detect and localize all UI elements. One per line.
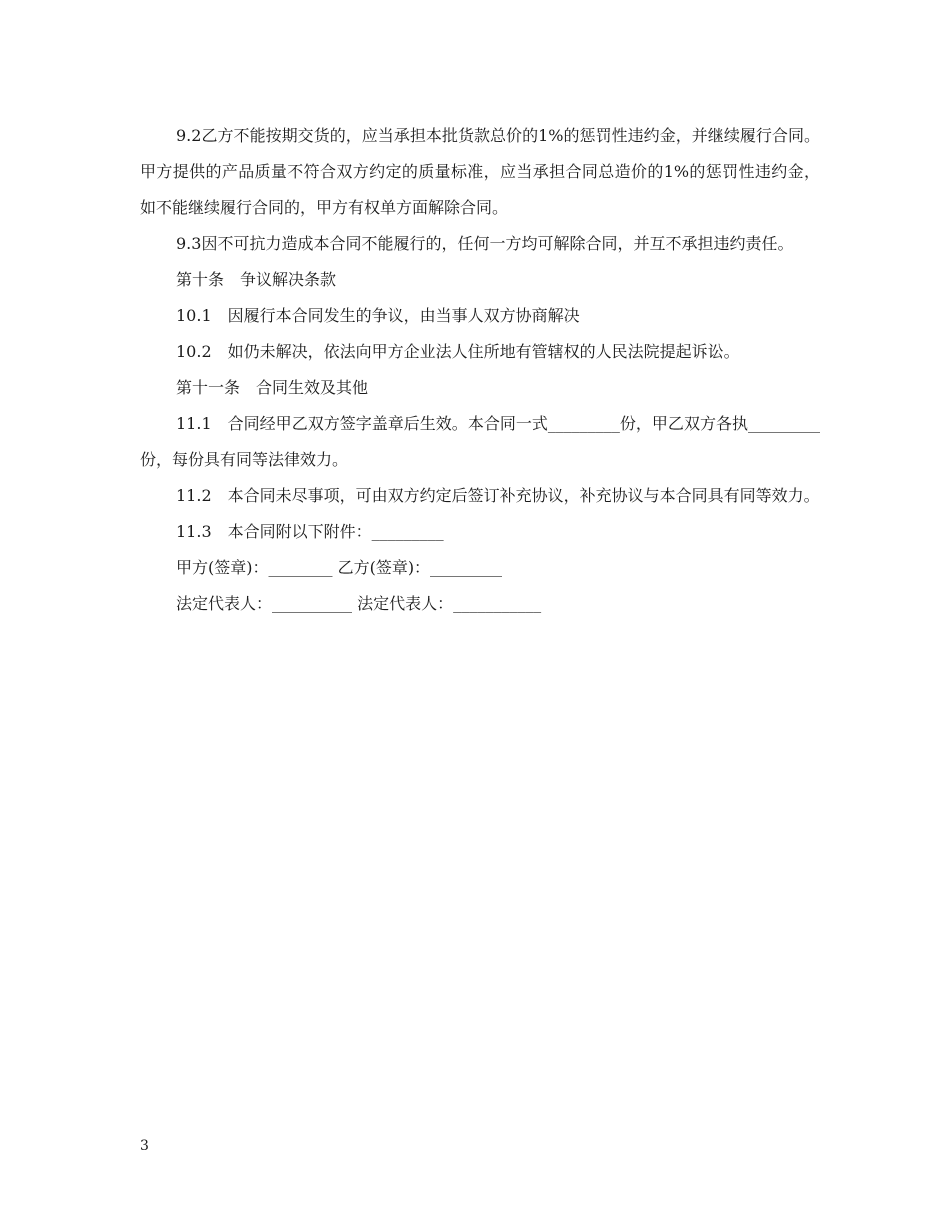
document-body [140,118,820,622]
clause-10-2: 10.2 如仍未解决，依法向甲方企业法人住所地有管辖权的人民法院提起诉讼。 [176,342,740,361]
signature-line-parties: 甲方(签章)：________ 乙方(签章)：_________ [176,558,503,577]
clause-10-1: 10.1 因履行本合同发生的争议，由当事人双方协商解决 [176,306,580,325]
article-11-heading: 第十一条 合同生效及其他 [176,378,369,397]
clause-11-2: 11.2 本合同未尽事项，可由双方约定后签订补充协议，补充协议与本合同具有同等效力。 [176,486,820,505]
page-number: 3 [140,1138,149,1154]
article-10-heading: 第十条 争议解决条款 [176,270,337,289]
clause-9-2: 9.2乙方不能按期交货的，应当承担本批货款总价的1%的惩罚性违约金，并继续履行合同。甲方提供的产品质量不符合双方约定的质量标准，应当承担合同总造价的1%的惩罚性违约金，如不能继续履行合同的，甲方有权单方面解除合同。 [140,126,820,217]
clause-9-3: 9.3因不可抗力造成本合同不能履行的，任何一方均可解除合同，并互不承担违约责任。 [176,234,794,253]
clause-11-1: 11.1 合同经甲乙双方签字盖章后生效。本合同一式_________份，甲乙双方各执_________份，每份具有同等法律效力。 [140,414,820,469]
signature-line-representatives: 法定代表人：__________ 法定代表人：___________ [176,594,542,613]
clause-11-3: 11.3 本合同附以下附件：_________ [176,522,444,541]
